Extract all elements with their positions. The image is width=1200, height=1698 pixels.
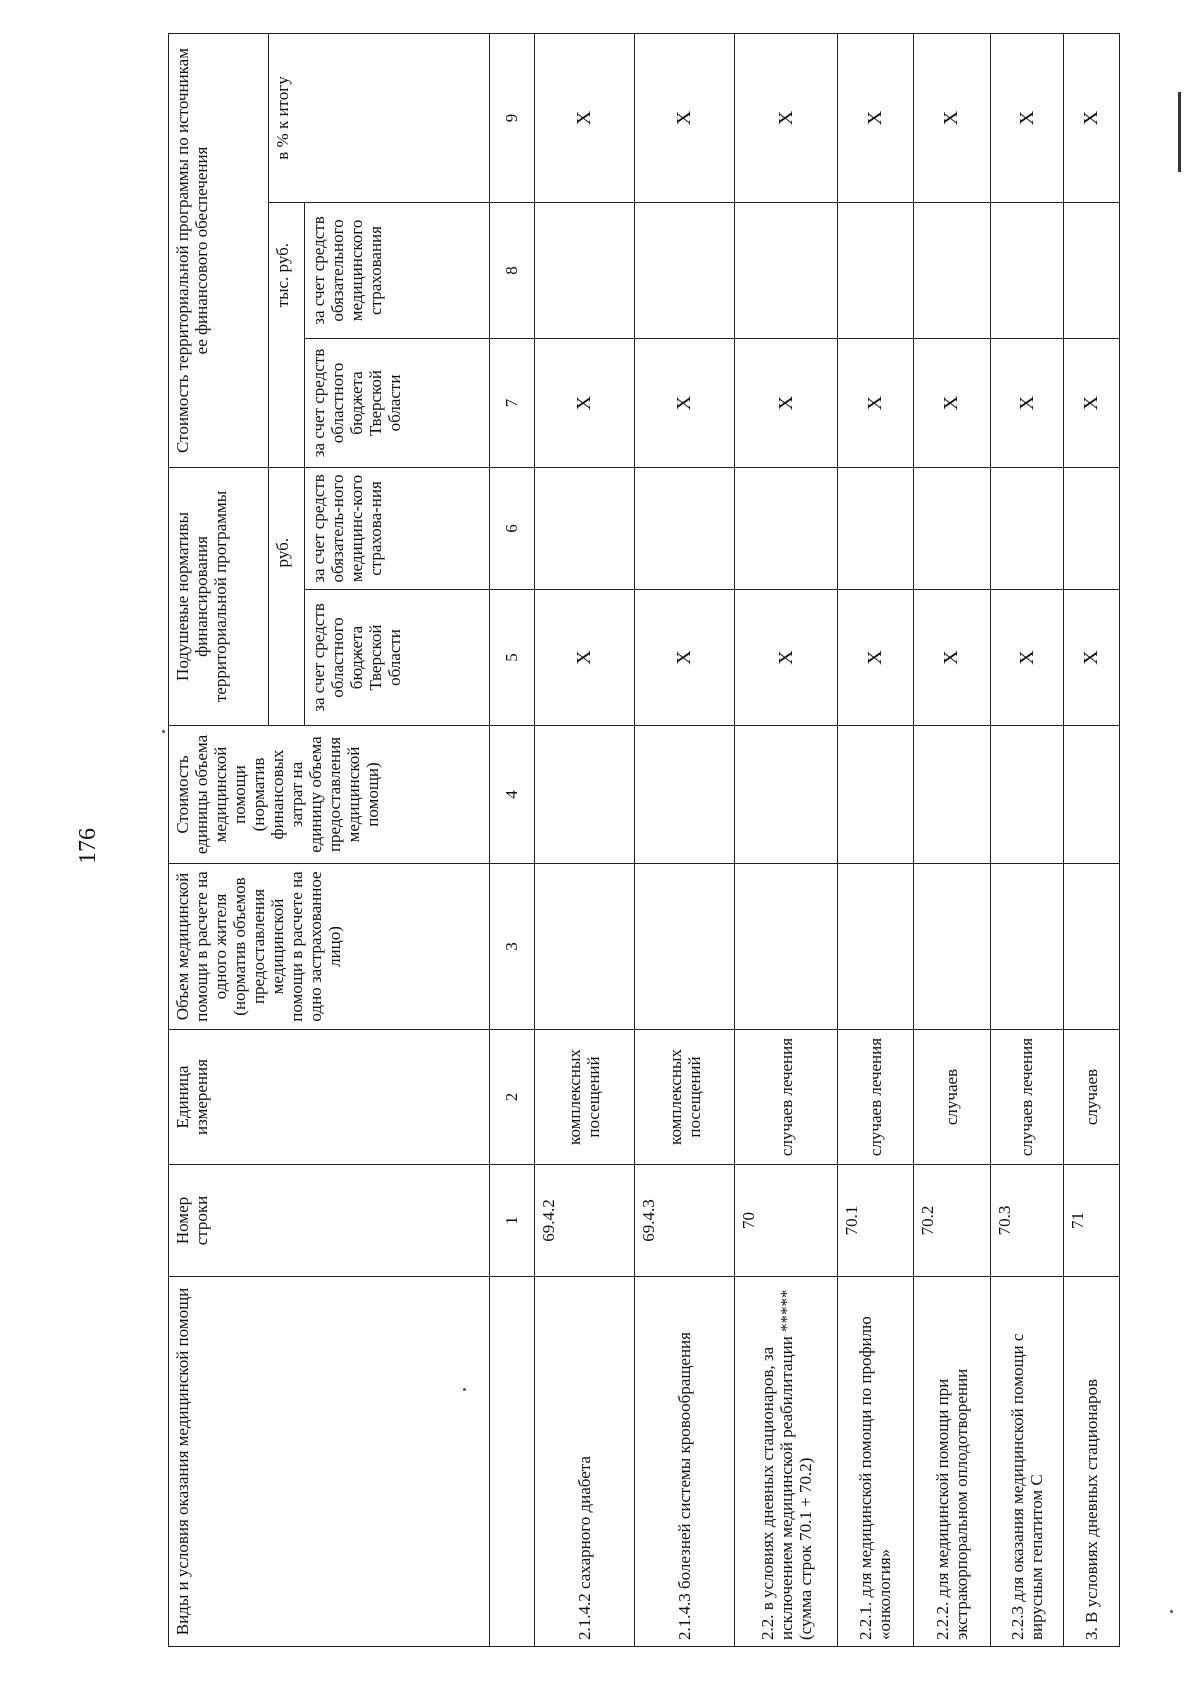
row-cost-budget: Х: [1064, 338, 1120, 467]
row-unit-cost: [534, 726, 634, 864]
row-name: 2.2.2. для медицинской помощи при экстракорпоральном оплодотворении: [913, 1277, 990, 1647]
header-row-number: Номер строки: [169, 1165, 490, 1277]
row-unit: случаев: [1064, 1030, 1120, 1165]
header-per-capita-budget: за счет средств областного бюджета Тверской области: [305, 590, 490, 726]
row-volume: [913, 864, 990, 1030]
row-code: 69.4.3: [634, 1165, 734, 1277]
header-per-capita: Подушевые нормативы финансирования территориальной программы: [169, 467, 269, 725]
row-name: 3. В условиях дневных стационаров: [1064, 1277, 1120, 1647]
column-index: 8: [490, 202, 535, 338]
row-unit: комплексных посещений: [534, 1030, 634, 1165]
header-percent: в % к итогу: [269, 33, 490, 202]
row-name: 2.1.4.2 сахарного диабета: [534, 1277, 634, 1647]
row-unit: случаев лечения: [990, 1030, 1064, 1165]
column-index: [490, 1277, 535, 1647]
header-thous-rub: тыс. руб.: [269, 202, 305, 467]
row-unit: комплексных посещений: [634, 1030, 734, 1165]
header-cost-oms: за счет средств обязательного медицинского страхования: [305, 202, 490, 338]
header-rub: руб.: [269, 467, 305, 725]
row-unit-cost: [634, 726, 734, 864]
row-volume: [634, 864, 734, 1030]
row-cost-budget: Х: [990, 338, 1064, 467]
row-per-capita-oms: [1064, 467, 1120, 589]
row-cost-oms: [735, 202, 838, 338]
table-row: [837, 33, 913, 1646]
column-index: 9: [490, 33, 535, 202]
row-unit-cost: [913, 726, 990, 864]
row-cost-oms: [1064, 202, 1120, 338]
row-per-capita-budget: Х: [913, 590, 990, 726]
row-unit: случаев: [913, 1030, 990, 1165]
table-row: [990, 33, 1064, 1646]
row-volume: [990, 864, 1064, 1030]
row-per-capita-oms: [735, 467, 838, 589]
row-name: 2.2.1. для медицинской помощи по профилю «онкология»: [837, 1277, 913, 1647]
header-unit: Единица измерения: [169, 1030, 490, 1165]
header-cost-budget: за счет средств областного бюджета Тверской области: [305, 338, 490, 467]
row-cost-oms: [990, 202, 1064, 338]
row-per-capita-oms: [913, 467, 990, 589]
page-number: 176: [75, 828, 101, 864]
row-percent: Х: [735, 33, 838, 202]
header-per-capita-oms: за счет средств обязатель-ного медицинс-кого страхова-ния: [305, 467, 490, 589]
row-per-capita-oms: [634, 467, 734, 589]
row-cost-budget: Х: [735, 338, 838, 467]
row-volume: [534, 864, 634, 1030]
row-per-capita-budget: Х: [634, 590, 734, 726]
column-index: 1: [490, 1165, 535, 1277]
row-unit-cost: [1064, 726, 1120, 864]
scan-speck: [162, 730, 165, 733]
row-percent: Х: [990, 33, 1064, 202]
row-code: 70.2: [913, 1165, 990, 1277]
row-cost-budget: Х: [837, 338, 913, 467]
row-per-capita-oms: [837, 467, 913, 589]
row-percent: Х: [1064, 33, 1120, 202]
header-cost: Стоимость территориальной программы по источникам ее финансового обеспечения: [169, 33, 269, 467]
rotated-table-container: [168, 34, 1120, 1647]
row-percent: Х: [913, 33, 990, 202]
column-index: 5: [490, 590, 535, 726]
row-unit-cost: [735, 726, 838, 864]
row-per-capita-budget: Х: [735, 590, 838, 726]
table-row: [534, 33, 634, 1646]
row-code: 70.3: [990, 1165, 1064, 1277]
header-volume: Объем медицинской помощи в расчете на одного жителя (норматив объемов предоставления медицинской помощи в расчете на одно застрахованное лицо): [169, 864, 490, 1030]
row-unit: случаев лечения: [837, 1030, 913, 1165]
row-percent: Х: [837, 33, 913, 202]
row-name: 2.2. в условиях дневных стационаров, за исключением медицинской реабилитации ***** (сумма строк 70.1 + 70.2): [735, 1277, 838, 1647]
row-unit: случаев лечения: [735, 1030, 838, 1165]
row-per-capita-budget: Х: [837, 590, 913, 726]
row-percent: Х: [634, 33, 734, 202]
row-per-capita-oms: [990, 467, 1064, 589]
row-cost-oms: [837, 202, 913, 338]
row-cost-oms: [913, 202, 990, 338]
table-row: [634, 33, 734, 1646]
row-volume: [735, 864, 838, 1030]
column-index-row: [490, 33, 535, 1646]
row-volume: [837, 864, 913, 1030]
column-index: 3: [490, 864, 535, 1030]
row-cost-budget: Х: [913, 338, 990, 467]
row-cost-budget: Х: [534, 338, 634, 467]
table-row: [1064, 33, 1120, 1646]
header-type-of-care: Виды и условия оказания медицинской помощи: [169, 1277, 490, 1647]
column-index: 7: [490, 338, 535, 467]
row-name: 2.1.4.3 болезней системы кровообращения: [634, 1277, 734, 1647]
header-unit-cost: Стоимость единицы объема медицинской помощи (норматив финансовых затрат на единицу объема предоставления медицинской помощи): [169, 726, 490, 864]
row-cost-budget: Х: [634, 338, 734, 467]
row-code: 71: [1064, 1165, 1120, 1277]
row-volume: [1064, 864, 1120, 1030]
row-code: 69.4.2: [534, 1165, 634, 1277]
row-cost-oms: [534, 202, 634, 338]
column-index: 2: [490, 1030, 535, 1165]
financing-table: [168, 33, 1120, 1647]
row-unit-cost: [990, 726, 1064, 864]
row-cost-oms: [634, 202, 734, 338]
column-index: 6: [490, 467, 535, 589]
table-row: [735, 33, 838, 1646]
row-code: 70: [735, 1165, 838, 1277]
row-percent: Х: [534, 33, 634, 202]
row-per-capita-budget: Х: [1064, 590, 1120, 726]
scan-edge-mark: [1178, 92, 1181, 172]
table-row: [913, 33, 990, 1646]
row-code: 70.1: [837, 1165, 913, 1277]
row-per-capita-budget: Х: [534, 590, 634, 726]
row-per-capita-budget: Х: [990, 590, 1064, 726]
row-per-capita-oms: [534, 467, 634, 589]
row-unit-cost: [837, 726, 913, 864]
column-index: 4: [490, 726, 535, 864]
scan-speck: [1170, 1610, 1173, 1613]
row-name: 2.2.3 для оказания медицинской помощи с вирусным гепатитом С: [990, 1277, 1064, 1647]
